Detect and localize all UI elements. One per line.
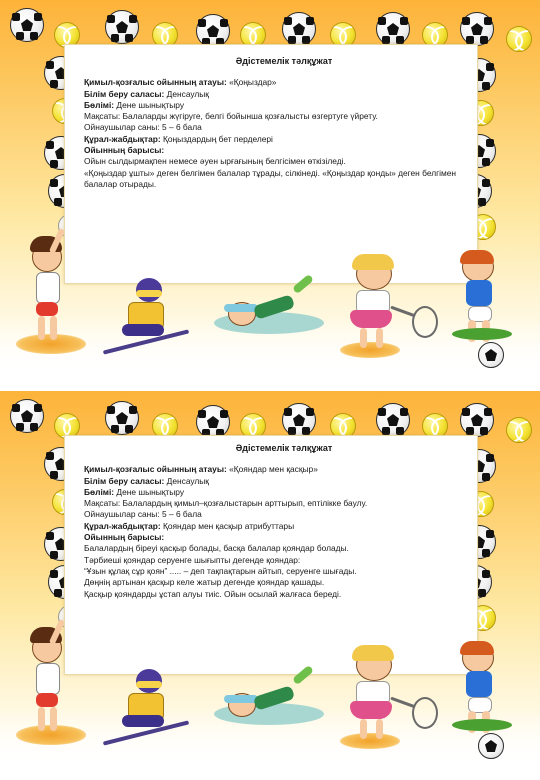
soccer-ball-icon — [460, 403, 494, 437]
text-line: Ойынның барысы: — [84, 532, 165, 543]
text-line: Ойын сылдырмақпен немесе әуен ырғағының белгісімен өткізіледі. — [84, 156, 346, 167]
boy-soccer-illustration — [452, 643, 532, 759]
soccer-ball-icon — [196, 405, 230, 439]
soccer-ball-icon — [10, 8, 44, 42]
document-text-1 — [84, 56, 464, 190]
kid-volleyball-illustration — [10, 619, 80, 749]
worksheet-card-2 — [0, 391, 540, 777]
text-line: Білім беру саласы: Денсаулық — [84, 475, 209, 486]
text-line: “Ұзын құлақ сұр қоян” ..... – деп тақпақтарын айтып, серуенге шығады. — [84, 565, 357, 576]
text-line: Құрал-жабдықтар: Қояндар мен қасқыр атрибуттары — [84, 520, 295, 531]
kid-skier-illustration — [100, 276, 192, 356]
document-title: Әдістемелік тәлқұжат — [235, 443, 333, 453]
text-line: Мақсаты: Балаларды жүгіруге, белгі бойынша қозғалысты өзгертуге үйрету. — [84, 111, 378, 122]
text-line: Білім беру саласы: Денсаулық — [84, 88, 209, 99]
text-line: Қасқыр қояндарды ұстап алуы тиіс. Ойын осылай жалғаса береді. — [84, 588, 342, 599]
document-text-2 — [84, 443, 464, 600]
soccer-ball-icon — [282, 12, 316, 46]
text-line: Ойнаушылар саны: 5 – 6 бала — [84, 509, 202, 520]
text-line: Ойынның барысы: — [84, 145, 165, 156]
worksheet-card-1 — [0, 0, 540, 386]
soccer-ball-icon — [460, 12, 494, 46]
soccer-ball-icon — [376, 12, 410, 46]
boy-soccer-illustration — [452, 252, 532, 368]
text-line: Балалардың біреуі қасқыр болады, басқа балалар қояндар болады. — [84, 543, 349, 554]
kid-swimmer-illustration — [214, 663, 324, 733]
text-line: Бөлімі: Дене шынықтыру — [84, 486, 185, 497]
tennis-ball-icon — [506, 26, 532, 52]
tennis-ball-icon — [506, 417, 532, 443]
soccer-ball-icon — [196, 14, 230, 48]
text-line: Ойнаушылар саны: 5 – 6 бала — [84, 122, 202, 133]
text-line: «Қоңыздар ұшты» деген белгімен балалар тұрады, сілкінеді. «Қоңыздар қонды» деген белгімен балалар отырады. — [84, 167, 457, 189]
kid-volleyball-illustration — [10, 228, 80, 358]
text-line: Құрал-жабдықтар: Қоңыздардың бет перделері — [84, 133, 273, 144]
text-line: Қимыл-қозғалыс ойынның атауы: «Қоңыздар» — [84, 77, 277, 88]
text-line: Қимыл-қозғалыс ойынның атауы: «Қояндар мен қасқыр» — [84, 464, 318, 475]
soccer-ball-icon — [376, 403, 410, 437]
kid-swimmer-illustration — [214, 272, 324, 342]
soccer-ball-icon — [10, 399, 44, 433]
soccer-ball-icon — [478, 342, 504, 368]
soccer-ball-icon — [478, 733, 504, 759]
text-line: Бөлімі: Дене шынықтыру — [84, 99, 185, 110]
soccer-ball-icon — [105, 10, 139, 44]
soccer-ball-icon — [282, 403, 316, 437]
text-line: Мақсаты: Балалардың қимыл–қозғалыстарын арттырып, ептілікке баулу. — [84, 498, 368, 509]
kid-skier-illustration — [100, 667, 192, 747]
girl-tennis-illustration — [336, 643, 436, 751]
text-line: Дөңнің артынан қасқыр келе жатыр дегенде қояндар қашады. — [84, 577, 325, 588]
girl-tennis-illustration — [336, 252, 436, 360]
text-line: Тәрбиеші қояндар серуенге шығыпты дегенде қояндар: — [84, 554, 301, 565]
document-title: Әдістемелік тәлқұжат — [235, 56, 333, 66]
soccer-ball-icon — [105, 401, 139, 435]
